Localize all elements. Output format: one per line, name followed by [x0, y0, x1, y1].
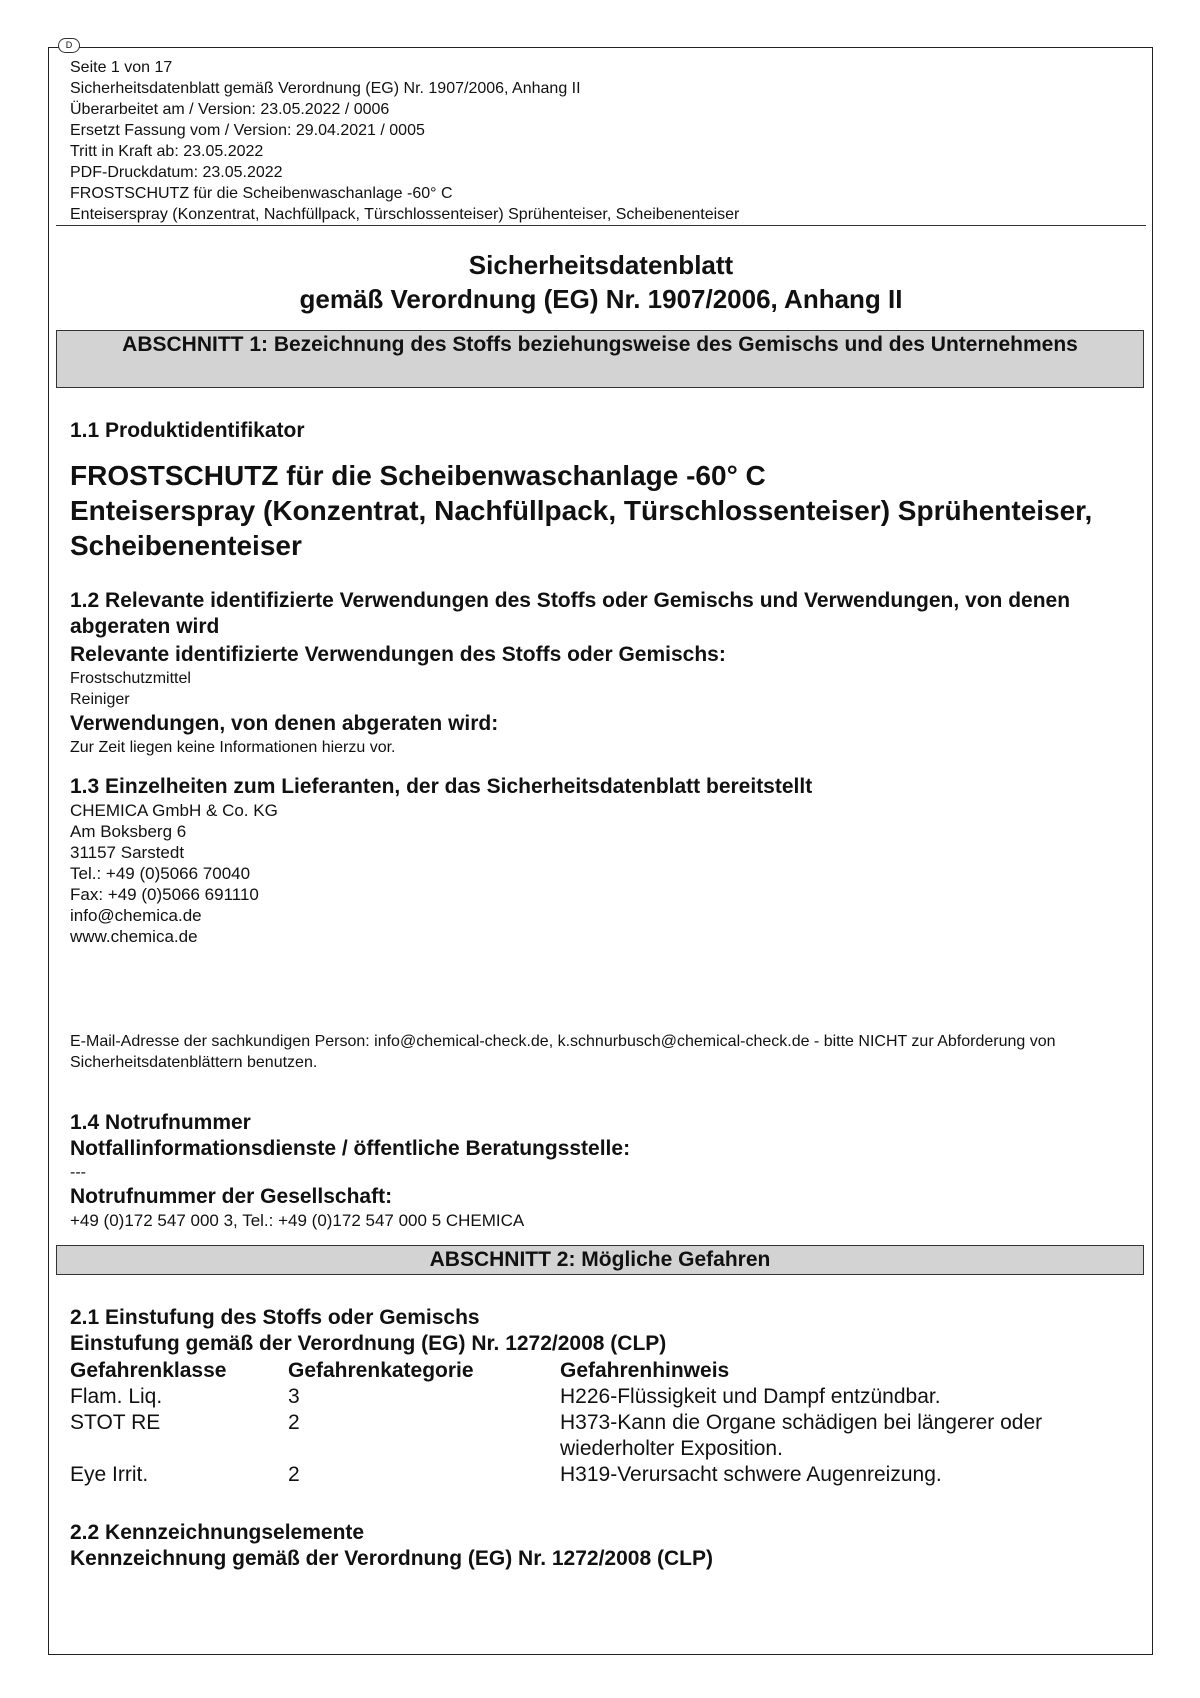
- row2-class: STOT RE: [70, 1411, 161, 1434]
- product-identifier: FROSTSCHUTZ für die Scheibenwaschanlage -60° C Enteiserspray (Konzentrat, Nachfüllpack, Türschlossenteiser) Sprühenteiser, Scheibenenteiser: [70, 460, 1093, 561]
- use-reiniger: Reiniger: [70, 691, 130, 708]
- row3-class: Eye Irrit.: [70, 1463, 149, 1486]
- info-services-value: ---: [70, 1164, 86, 1181]
- s1-2-heading: 1.2 Relevante identifizierte Verwendungen des Stoffs oder Gemischs und Verwendungen, von denen abgeraten wird: [70, 589, 1071, 638]
- row3-statement: H319-Verursacht schwere Augenreizung.: [560, 1463, 942, 1486]
- header-hazard-class: Gefahrenklasse: [70, 1359, 227, 1382]
- company-number-value: +49 (0)172 547 000 3, Tel.: +49 (0)172 547 000 5 CHEMICA: [70, 1211, 525, 1230]
- row2-statement: H373-Kann die Organe schädigen bei längerer oder wiederholter Exposition.: [560, 1411, 1043, 1460]
- competent-person-email-note: E-Mail-Adresse der sachkundigen Person: info@chemical-check.de, k.schnurbusch@chemical-check.de - bitte NICHT zur Abforderung von Sicherheitsdatenblättern benutzen.: [70, 1033, 1056, 1071]
- supplier-fax: Fax: +49 (0)5066 691110: [70, 885, 259, 904]
- header-replaces: Ersetzt Fassung vom / Version: 29.04.2021 / 0005: [70, 122, 425, 139]
- header-effective: Tritt in Kraft ab: 23.05.2022: [70, 143, 264, 160]
- header-hazard-category: Gefahrenkategorie: [288, 1359, 474, 1382]
- supplier-street: Am Boksberg 6: [70, 822, 187, 841]
- supplier-website: www.chemica.de: [70, 927, 198, 946]
- s1-1-heading: 1.1 Produktidentifikator: [70, 419, 305, 442]
- country-code-badge: D: [58, 38, 80, 53]
- supplier-name: CHEMICA GmbH & Co. KG: [70, 801, 278, 820]
- table-row: [70, 1384, 1150, 1410]
- classification-table: [70, 1358, 1150, 1488]
- table-row: [70, 1410, 1150, 1462]
- supplier-city: 31157 Sarstedt: [70, 843, 185, 862]
- advised-against-heading: Verwendungen, von denen abgeraten wird:: [70, 712, 499, 735]
- row1-statement: H226-Flüssigkeit und Dampf entzündbar.: [560, 1385, 941, 1408]
- header-hazard-statement: Gefahrenhinweis: [560, 1359, 730, 1382]
- row1-class: Flam. Liq.: [70, 1385, 163, 1408]
- supplier-email: info@chemica.de: [70, 906, 202, 925]
- s1-3-heading: 1.3 Einzelheiten zum Lieferanten, der das Sicherheitsdatenblatt bereitstellt: [70, 775, 813, 798]
- document-title: [56, 248, 1146, 316]
- header-product-line1: FROSTSCHUTZ für die Scheibenwaschanlage -60° C: [70, 185, 453, 202]
- header-product-line2: Enteiserspray (Konzentrat, Nachfüllpack, Türschlossenteiser) Sprühenteiser, Scheibenenteiser: [70, 206, 740, 223]
- header-print-date: PDF-Druckdatum: 23.05.2022: [70, 164, 283, 181]
- header-regulation: Sicherheitsdatenblatt gemäß Verordnung (EG) Nr. 1907/2006, Anhang II: [70, 80, 581, 97]
- header-page-number: Seite 1 von 17: [70, 59, 173, 76]
- s1-4-heading: 1.4 Notrufnummer: [70, 1111, 251, 1134]
- title-line1: Sicherheitsdatenblatt: [468, 250, 734, 280]
- row3-category: 2: [288, 1463, 300, 1486]
- relevant-uses-heading: Relevante identifizierte Verwendungen des Stoffs oder Gemischs:: [70, 643, 726, 666]
- company-number-heading: Notrufnummer der Gesellschaft:: [70, 1185, 393, 1208]
- header-revised: Überarbeitet am / Version: 23.05.2022 / 0006: [70, 101, 390, 118]
- section2-heading: ABSCHNITT 2: Mögliche Gefahren: [56, 1245, 1144, 1275]
- s2-1-heading: 2.1 Einstufung des Stoffs oder Gemischs: [70, 1306, 480, 1329]
- row2-category: 2: [288, 1411, 300, 1434]
- advised-against-text: Zur Zeit liegen keine Informationen hierzu vor.: [70, 739, 396, 756]
- row1-category: 3: [288, 1385, 300, 1408]
- header-divider: [56, 225, 1146, 226]
- table-row: [70, 1462, 1150, 1488]
- s2-1-subheading: Einstufung gemäß der Verordnung (EG) Nr. 1272/2008 (CLP): [70, 1332, 667, 1355]
- info-services-heading: Notfallinformationsdienste / öffentliche Beratungsstelle:: [70, 1137, 631, 1160]
- title-line2: gemäß Verordnung (EG) Nr. 1907/2006, Anhang II: [299, 284, 903, 314]
- section1-heading: ABSCHNITT 1: Bezeichnung des Stoffs beziehungsweise des Gemischs und des Unternehmens: [56, 330, 1144, 388]
- table-header-row: [70, 1358, 1150, 1384]
- s2-2-subheading: Kennzeichnung gemäß der Verordnung (EG) Nr. 1272/2008 (CLP): [70, 1547, 713, 1570]
- supplier-phone: Tel.: +49 (0)5066 70040: [70, 864, 251, 883]
- document-header: [70, 57, 1140, 225]
- use-frostschutzmittel: Frostschutzmittel: [70, 670, 191, 687]
- s2-2-heading: 2.2 Kennzeichnungselemente: [70, 1521, 365, 1544]
